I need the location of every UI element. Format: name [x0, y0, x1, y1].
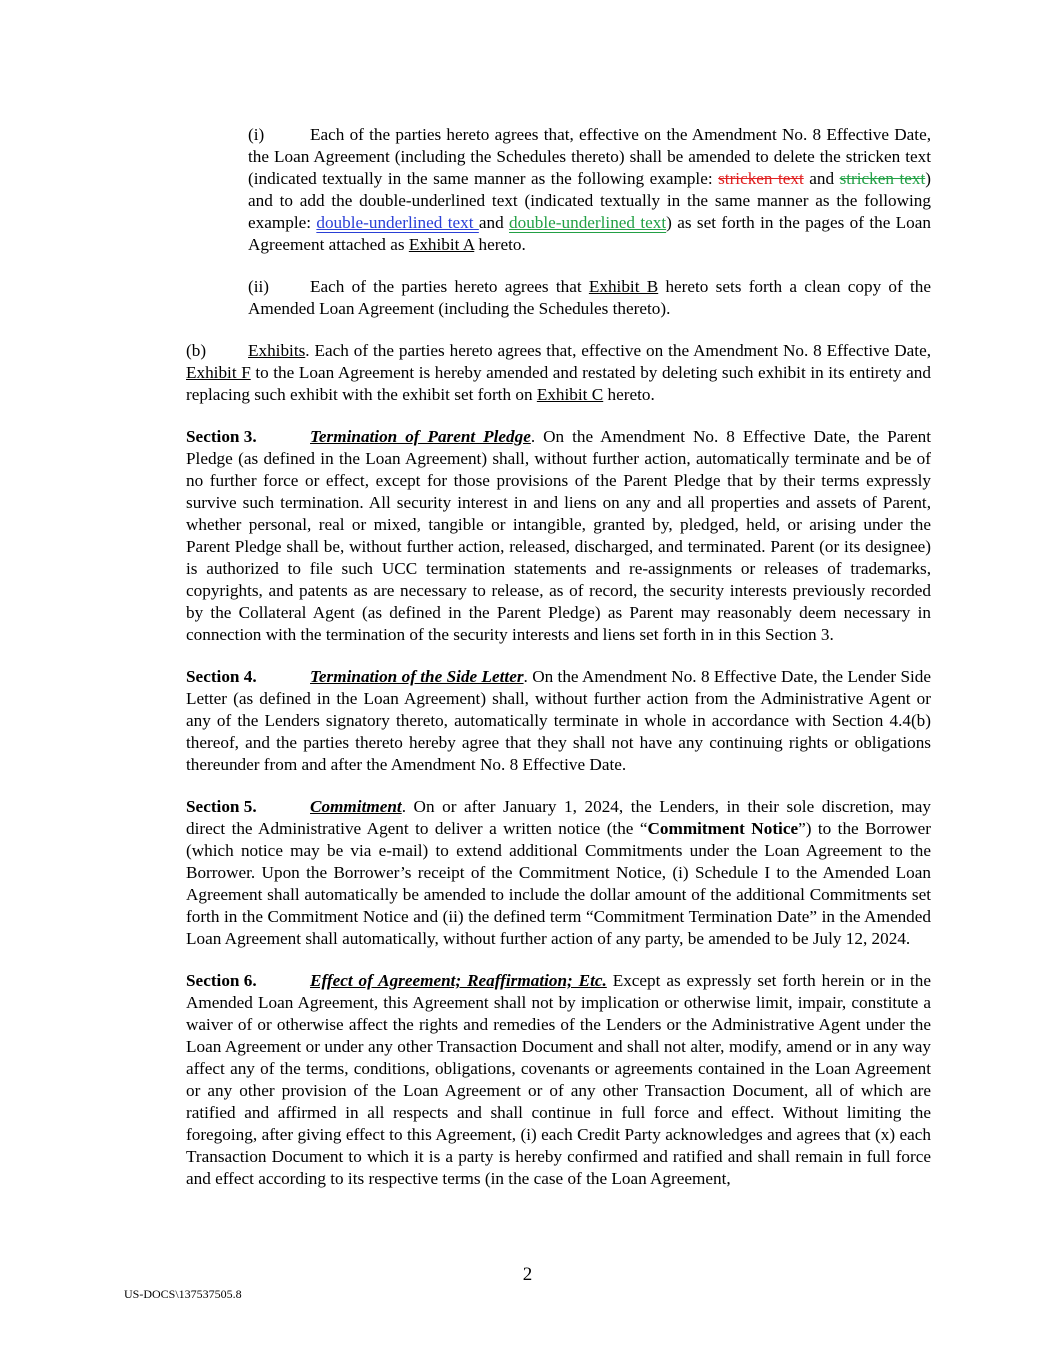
section-body: . On the Amendment No. 8 Effective Date, the Parent Pledge (as defined in the Loan Agreement) shall, without further action, automatically terminate and be of no further force or effect, except for those provisions of the Parent Pledge that by their terms expressly survive such termination. All security interest in and liens on any and all properties and assets of Parent, whether personal, real or mixed, tangible or intangible, granted by, pledged, held, or arising under the Parent Pledge shall be, without further action, released, discharged, and terminated. Parent (or its designee) is authorized to file such UCC termination statements and re-assignments or releases of trademarks, copyrights, and patents as are necessary to release, as of record, the security interests previously recorded by the Collateral Agent (as defined in the Parent Pledge) as Parent may reasonably deem necessary in connection with the termination of the security interests and liens set forth in in this Section 3. [186, 427, 931, 644]
paragraph-marker: (ii) [248, 277, 269, 296]
section-label: Section 6. [186, 971, 257, 990]
section-5: Section 5. Commitment. On or after January 1, 2024, the Lenders, in their sole discretion, may direct the Administrative Agent to deliver a written notice (the “Commitment Notice”) to the Borrower (which notice may be via e-mail) to extend additional Commitments under the Loan Agreement to the Borrower. Upon the Borrower’s receipt of the Commitment Notice, (i) Schedule I to the Amended Loan Agreement shall automatically be amended to include the dollar amount of the additional Commitments set forth in the Commitment Notice and (ii) the defined term “Commitment Termination Date” in the Amended Loan Agreement shall automatically, without further action of any party, be amended to be July 12, 2024. [186, 797, 931, 948]
section-title: Termination of the Side Letter [310, 667, 524, 686]
document-id: US-DOCS\137537505.8 [124, 1287, 242, 1301]
paragraph-marker: (i) [248, 125, 265, 144]
stricken-text-red-example: stricken text [718, 169, 804, 188]
section-label: Section 4. [186, 667, 257, 686]
section-6 [124, 970, 931, 1190]
exhibit-c-reference: Exhibit C [536, 385, 604, 404]
section-title: Effect of Agreement; Reaffirmation; Etc. [310, 971, 607, 990]
defined-term: Commitment Notice [647, 819, 799, 838]
exhibit-f-reference: Exhibit F [186, 363, 251, 382]
section-body: . On the Amendment No. 8 Effective Date, the Lender Side Letter (as defined in the Loan Agreement) shall, without further action from the Administrative Agent or any of the Lenders signatory thereto, automatically terminate in whole in accordance with Section 4.4(b) thereof, and the parties thereto hereby agree that they shall not have any continuing rights or obligations thereunder from and after the Amendment No. 8 Effective Date. [186, 667, 931, 774]
section-label: Section 3. [186, 427, 257, 446]
section-body: Except as expressly set forth herein or in the Amended Loan Agreement, this Agreement shall not by implication or otherwise limit, impair, constitute a waiver of or otherwise affect the rights and remedies of the Lenders or the Administrative Agent under the Loan Agreement or under any other Transaction Document and shall not alter, modify, amend or in any way affect any of the terms, conditions, obligations, covenants or agreements contained in the Loan Agreement or any other provision of the Loan Agreement or of any other Transaction Document, all of which are ratified and affirmed in all respects and shall continue in full force and effect. Without limiting the foregoing, after giving effect to this Agreement, (i) each Credit Party acknowledges and agrees that (x) each Transaction Document to which it is a party is hereby confirmed and ratified and shall remain in full force and effect according to its respective terms (in the case of the Loan Agreement, [186, 971, 931, 1188]
exhibit-a-reference: Exhibit A [408, 235, 475, 254]
stricken-text-green-example: stricken text [839, 169, 926, 188]
section-title: Termination of Parent Pledge [310, 427, 531, 446]
section-title: Commitment [310, 797, 402, 816]
paragraph-b-exhibits: (b) Exhibits. Each of the parties hereto agrees that, effective on the Amendment No. 8 Effective Date, Exhibit F to the Loan Agreement is hereby amended and restated by deleting such exhibit in its entirety and replacing such exhibit with the exhibit set forth on Exhibit C hereto. [186, 341, 931, 404]
double-underlined-green-example: double-underlined text [509, 213, 667, 232]
paragraph-marker: (b) [186, 341, 207, 360]
double-underlined-blue-example: double-underlined text [316, 213, 479, 232]
exhibit-b-reference: Exhibit B [588, 277, 659, 296]
page-number: 2 [522, 1264, 533, 1285]
section-3 [124, 426, 931, 646]
paragraph-ii: (ii) Each of the parties hereto agrees that Exhibit B hereto sets forth a clean copy of the Amended Loan Agreement (including the Schedules thereto). [248, 277, 931, 318]
section-4 [124, 666, 931, 776]
paragraph-i: (i) Each of the parties hereto agrees that, effective on the Amendment No. 8 Effective Date, the Loan Agreement (including the Schedules thereto) shall be amended to delete the stricken text (indicated textually in the same manner as the following example: stricken text and stricken text) and to add the double-underlined text (indicated textually in the same manner as the following example: double-underlined text and double-underlined text) as set forth in the pages of the Loan Agreement attached as Exhibit A hereto. [248, 125, 931, 254]
document-page [124, 124, 931, 1210]
exhibits-heading: Exhibits [248, 341, 306, 360]
section-label: Section 5. [186, 797, 257, 816]
